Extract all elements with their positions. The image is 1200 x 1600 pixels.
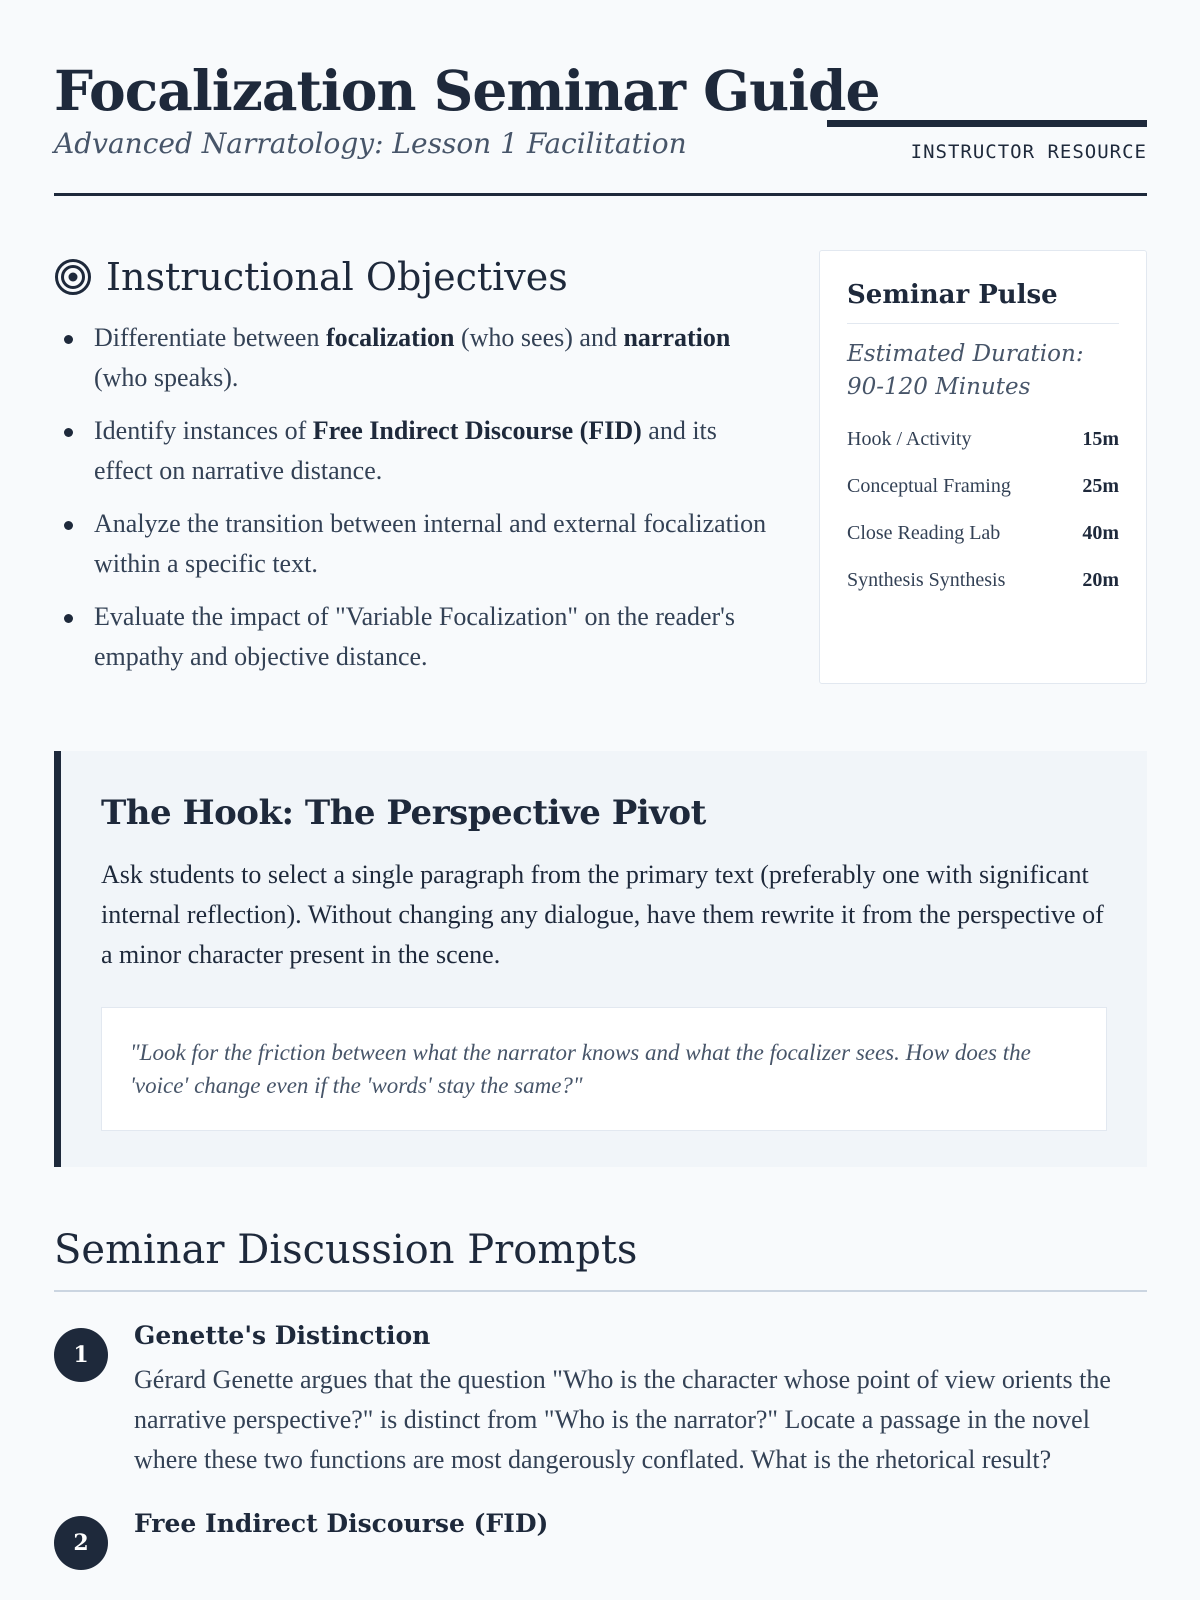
pulse-schedule — [847, 424, 1119, 595]
target-icon — [54, 258, 92, 296]
objective-text: Identify instances of — [94, 416, 313, 445]
hook-callout — [54, 751, 1147, 1167]
prompt-title: Free Indirect Discourse (FID) — [134, 1509, 549, 1538]
pulse-row-time: 25m — [1082, 475, 1119, 497]
objective-text: (who sees) and — [454, 323, 624, 352]
discussion-prompt — [54, 1318, 1147, 1480]
objectives-heading-text: Instructional Objectives — [106, 255, 568, 299]
page-title: Focalization Seminar Guide — [54, 58, 880, 123]
objectives-list — [54, 318, 774, 677]
pulse-row-label: Synthesis Synthesis — [847, 569, 1006, 591]
prompt-number-badge: 2 — [54, 1516, 108, 1570]
pulse-row — [847, 518, 1119, 548]
pulse-title: Seminar Pulse — [847, 277, 1119, 324]
pulse-row — [847, 424, 1119, 454]
pulse-row — [847, 565, 1119, 595]
pulse-row-time: 15m — [1082, 428, 1119, 450]
objective-item — [54, 411, 774, 491]
objectives-section — [54, 250, 774, 690]
hook-title: The Hook: The Perspective Pivot — [101, 793, 706, 833]
pulse-row-label: Conceptual Framing — [847, 475, 1011, 497]
prompt-title: Genette's Distinction — [134, 1321, 431, 1350]
objective-text: Differentiate between — [94, 323, 326, 352]
document-header — [54, 0, 1147, 196]
pulse-row-label: Hook / Activity — [847, 428, 972, 450]
prompt-body: Gérard Genette argues that the question "Who is the character whose point of view orients the narrative perspective?" is distinct from "Who is the narrator?" Locate a passage in the novel where these two functions are most dangerously conflated. What is the rhetorical result? — [134, 1365, 1111, 1474]
objective-item — [54, 504, 774, 584]
pulse-row-label: Close Reading Lab — [847, 522, 1001, 544]
hook-body: Ask students to select a single paragraph from the primary text (preferably one with significant internal reflection). Without changing any dialogue, have them rewrite it from the perspective of a minor character present in the scene. — [101, 860, 1104, 969]
objective-term: Free Indirect Discourse (FID) — [312, 416, 642, 445]
objectives-heading — [54, 250, 774, 304]
page-subtitle: Advanced Narratology: Lesson 1 Facilitation — [54, 127, 687, 160]
seminar-pulse-card — [819, 250, 1147, 684]
objective-text: (who speaks). — [94, 363, 239, 392]
pulse-row-time: 40m — [1082, 522, 1119, 544]
page — [54, 0, 1147, 1556]
discussion-prompts-section — [54, 1222, 1147, 1556]
objective-text: and its effect on narrative distance. — [94, 416, 717, 485]
prompt-number-badge: 1 — [54, 1328, 108, 1382]
discussion-prompt — [54, 1506, 1147, 1556]
prompts-list — [54, 1318, 1147, 1556]
objective-term: focalization — [325, 323, 455, 352]
pulse-row-time: 20m — [1082, 569, 1119, 591]
resource-badge: INSTRUCTOR RESOURCE — [827, 120, 1147, 163]
pulse-row — [847, 471, 1119, 501]
objective-item — [54, 318, 774, 398]
objective-text: Evaluate the impact of "Variable Focalization" on the reader's empathy and objective distance. — [94, 602, 735, 671]
objective-item — [54, 597, 774, 677]
hook-quote: "Look for the friction between what the narrator knows and what the focalizer sees. How does the 'voice' change even if the 'words' stay the same?" — [101, 1007, 1107, 1131]
prompts-heading: Seminar Discussion Prompts — [54, 1222, 1147, 1292]
pulse-duration: Estimated Duration: 90-120 Minutes — [847, 341, 1084, 400]
objective-term: narration — [623, 323, 731, 352]
objective-text: Analyze the transition between internal and external focalization within a specific text. — [94, 509, 767, 578]
